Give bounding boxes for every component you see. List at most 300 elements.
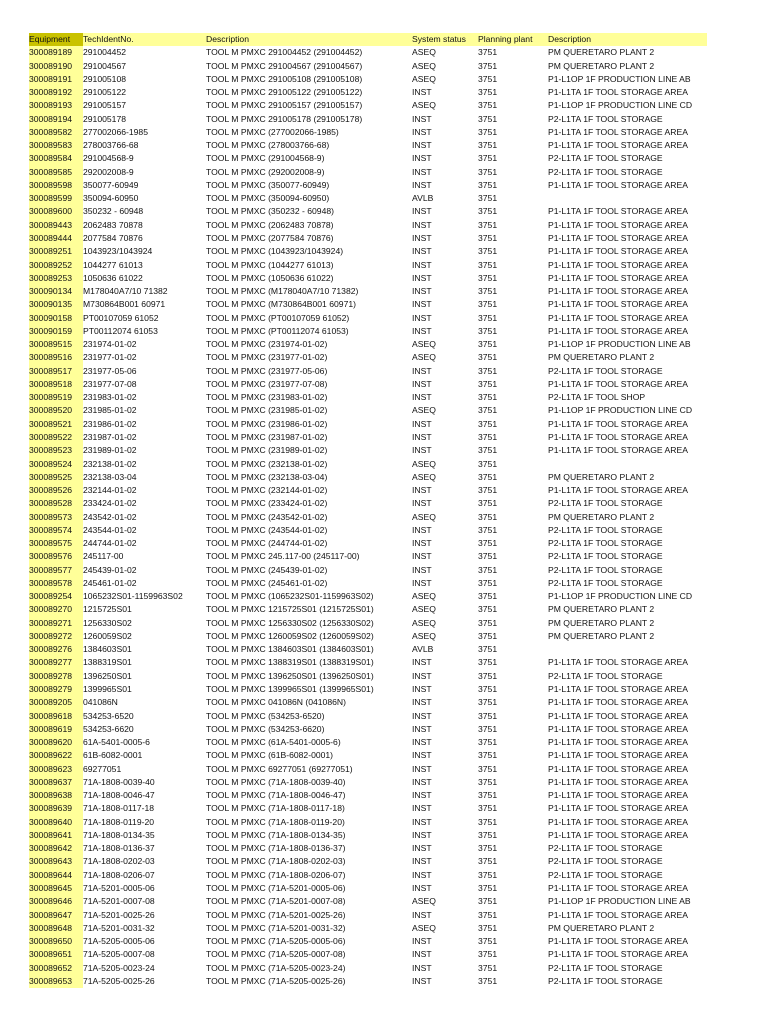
- location-cell[interactable]: P1-L1OP 1F PRODUCTION LINE CD: [548, 405, 693, 416]
- system-status-cell[interactable]: ASEQ: [412, 60, 436, 71]
- description-cell[interactable]: TOOL M PMXC (231983-01-02): [206, 392, 328, 403]
- system-status-cell[interactable]: INST: [412, 392, 432, 403]
- planning-plant-cell[interactable]: 3751: [478, 617, 498, 628]
- planning-plant-cell[interactable]: 3751: [478, 299, 498, 310]
- description-cell[interactable]: TOOL M PMXC (71A-1808-0206-07): [206, 869, 346, 880]
- description-cell[interactable]: TOOL M PMXC 1256330S02 (1256330S02): [206, 617, 374, 628]
- techident-cell[interactable]: 71A-5201-0031-32: [83, 922, 155, 933]
- equipment-cell[interactable]: 300089205: [29, 696, 83, 709]
- equipment-cell[interactable]: 300089639: [29, 802, 83, 815]
- equipment-cell[interactable]: 300089582: [29, 126, 83, 139]
- techident-cell[interactable]: 231987-01-02: [83, 431, 137, 442]
- system-status-cell[interactable]: INST: [412, 803, 432, 814]
- system-status-cell[interactable]: ASEQ: [412, 617, 436, 628]
- location-cell[interactable]: PM QUERETARO PLANT 2: [548, 630, 655, 641]
- techident-cell[interactable]: 1043923/1043924: [83, 246, 153, 257]
- equipment-cell[interactable]: 300089444: [29, 232, 83, 245]
- techident-cell[interactable]: 71A-5201-0005-06: [83, 883, 155, 893]
- techident-cell[interactable]: 041086N: [83, 697, 118, 708]
- techident-cell[interactable]: 231985-01-02: [83, 405, 137, 416]
- location-cell[interactable]: P1-L1TA 1F TOOL STORAGE AREA: [548, 325, 688, 336]
- system-status-cell[interactable]: AVLB: [412, 193, 434, 204]
- planning-plant-cell[interactable]: 3751: [478, 179, 498, 190]
- description-cell[interactable]: TOOL M PMXC 69277051 (69277051): [206, 763, 353, 774]
- location-cell[interactable]: P2-L1TA 1F TOOL STORAGE: [548, 113, 663, 124]
- location-cell[interactable]: P1-L1OP 1F PRODUCTION LINE AB: [548, 339, 691, 350]
- techident-cell[interactable]: 71A-5201-0007-08: [83, 896, 155, 907]
- description-cell[interactable]: TOOL M PMXC (1044277 61013): [206, 259, 334, 270]
- equipment-cell[interactable]: 300089515: [29, 338, 83, 351]
- description-cell[interactable]: TOOL M PMXC (1065232S01-1159963S02): [206, 591, 374, 602]
- planning-plant-cell[interactable]: 3751: [478, 697, 498, 708]
- location-cell[interactable]: P1-L1TA 1F TOOL STORAGE AREA: [548, 936, 688, 947]
- planning-plant-cell[interactable]: 3751: [478, 591, 498, 602]
- system-status-cell[interactable]: ASEQ: [412, 604, 436, 615]
- system-status-cell[interactable]: ASEQ: [412, 100, 436, 111]
- description-cell[interactable]: TOOL M PMXC (231987-01-02): [206, 431, 328, 442]
- location-cell[interactable]: P1-L1OP 1F PRODUCTION LINE CD: [548, 591, 693, 602]
- description-cell[interactable]: TOOL M PMXC (231985-01-02): [206, 405, 328, 416]
- system-status-cell[interactable]: ASEQ: [412, 896, 436, 907]
- location-cell[interactable]: P2-L1TA 1F TOOL STORAGE: [548, 577, 663, 588]
- planning-plant-cell[interactable]: 3751: [478, 392, 498, 403]
- location-cell[interactable]: P1-L1TA 1F TOOL STORAGE AREA: [548, 206, 688, 217]
- location-cell[interactable]: P2-L1TA 1F TOOL STORAGE: [548, 564, 663, 575]
- techident-cell[interactable]: 291004567: [83, 60, 127, 71]
- equipment-cell[interactable]: 300089599: [29, 192, 83, 205]
- techident-cell[interactable]: 1399965S01: [83, 684, 132, 695]
- planning-plant-cell[interactable]: 3751: [478, 564, 498, 575]
- techident-cell[interactable]: 231986-01-02: [83, 418, 137, 429]
- system-status-cell[interactable]: INST: [412, 299, 432, 310]
- location-cell[interactable]: P1-L1TA 1F TOOL STORAGE AREA: [548, 737, 688, 748]
- location-cell[interactable]: PM QUERETARO PLANT 2: [548, 60, 655, 71]
- location-cell[interactable]: P2-L1TA 1F TOOL SHOP: [548, 392, 646, 403]
- planning-plant-cell[interactable]: 3751: [478, 803, 498, 814]
- techident-cell[interactable]: 231977-05-06: [83, 365, 137, 376]
- description-cell[interactable]: TOOL M PMXC (292002008-9): [206, 166, 325, 177]
- techident-cell[interactable]: M730864B001 60971: [83, 299, 166, 310]
- description-cell[interactable]: TOOL M PMXC (71A-5205-0005-06): [206, 936, 346, 947]
- planning-plant-cell[interactable]: 3751: [478, 219, 498, 230]
- location-cell[interactable]: P1-L1TA 1F TOOL STORAGE AREA: [548, 750, 688, 761]
- location-cell[interactable]: P1-L1TA 1F TOOL STORAGE AREA: [548, 431, 688, 442]
- equipment-cell[interactable]: 300089191: [29, 73, 83, 86]
- system-status-cell[interactable]: ASEQ: [412, 352, 436, 363]
- planning-plant-cell[interactable]: 3751: [478, 524, 498, 535]
- equipment-cell[interactable]: 300089638: [29, 789, 83, 802]
- equipment-cell[interactable]: 300089194: [29, 113, 83, 126]
- location-cell[interactable]: P1-L1TA 1F TOOL STORAGE AREA: [548, 246, 688, 257]
- system-status-cell[interactable]: ASEQ: [412, 458, 436, 469]
- system-status-cell[interactable]: ASEQ: [412, 47, 436, 58]
- location-cell[interactable]: P1-L1TA 1F TOOL STORAGE AREA: [548, 697, 688, 708]
- equipment-cell[interactable]: 300089644: [29, 869, 83, 882]
- planning-plant-cell[interactable]: 3751: [478, 458, 498, 469]
- techident-cell[interactable]: 1065232S01-1159963S02: [83, 591, 183, 602]
- planning-plant-cell[interactable]: 3751: [478, 126, 498, 137]
- system-status-cell[interactable]: INST: [412, 763, 432, 774]
- location-cell[interactable]: [548, 458, 707, 471]
- equipment-cell[interactable]: 300089643: [29, 855, 83, 868]
- equipment-cell[interactable]: 300089620: [29, 736, 83, 749]
- planning-plant-cell[interactable]: 3751: [478, 896, 498, 907]
- description-cell[interactable]: TOOL M PMXC (245439-01-02): [206, 564, 328, 575]
- description-cell[interactable]: TOOL M PMXC 1384603S01 (1384603S01): [206, 644, 374, 655]
- description-cell[interactable]: TOOL M PMXC (243542-01-02): [206, 511, 328, 522]
- techident-cell[interactable]: PT00107059 61052: [83, 312, 159, 323]
- equipment-cell[interactable]: 300089192: [29, 86, 83, 99]
- location-cell[interactable]: P1-L1TA 1F TOOL STORAGE AREA: [548, 657, 688, 668]
- system-status-cell[interactable]: AVLB: [412, 644, 434, 655]
- description-cell[interactable]: TOOL M PMXC (243544-01-02): [206, 524, 328, 535]
- system-status-cell[interactable]: ASEQ: [412, 922, 436, 933]
- system-status-cell[interactable]: INST: [412, 325, 432, 336]
- location-cell[interactable]: P2-L1TA 1F TOOL STORAGE: [548, 166, 663, 177]
- planning-plant-cell[interactable]: 3751: [478, 790, 498, 801]
- system-status-cell[interactable]: INST: [412, 418, 432, 429]
- planning-plant-cell[interactable]: 3751: [478, 87, 498, 98]
- system-status-cell[interactable]: INST: [412, 286, 432, 297]
- techident-cell[interactable]: 231977-01-02: [83, 352, 137, 363]
- equipment-cell[interactable]: 300089252: [29, 259, 83, 272]
- system-status-cell[interactable]: INST: [412, 723, 432, 734]
- equipment-cell[interactable]: 300089270: [29, 603, 83, 616]
- system-status-cell[interactable]: INST: [412, 737, 432, 748]
- location-cell[interactable]: P1-L1TA 1F TOOL STORAGE AREA: [548, 485, 688, 496]
- location-cell[interactable]: P2-L1TA 1F TOOL STORAGE: [548, 843, 663, 854]
- location-cell[interactable]: PM QUERETARO PLANT 2: [548, 471, 655, 482]
- equipment-cell[interactable]: 300089271: [29, 617, 83, 630]
- description-cell[interactable]: TOOL M PMXC (71A-1808-0136-37): [206, 843, 346, 854]
- equipment-cell[interactable]: 300089520: [29, 404, 83, 417]
- description-cell[interactable]: TOOL M PMXC (231974-01-02): [206, 339, 328, 350]
- planning-plant-cell[interactable]: 3751: [478, 511, 498, 522]
- location-cell[interactable]: P2-L1TA 1F TOOL STORAGE: [548, 670, 663, 681]
- description-cell[interactable]: TOOL M PMXC (71A-1808-0134-35): [206, 829, 346, 840]
- description-cell[interactable]: TOOL M PMXC (350232 - 60948): [206, 206, 335, 217]
- equipment-cell[interactable]: 300089277: [29, 656, 83, 669]
- location-cell[interactable]: PM QUERETARO PLANT 2: [548, 922, 655, 933]
- equipment-cell[interactable]: 300089648: [29, 922, 83, 935]
- system-status-cell[interactable]: INST: [412, 312, 432, 323]
- techident-cell[interactable]: 278003766-68: [83, 140, 139, 151]
- planning-plant-cell[interactable]: 3751: [478, 670, 498, 681]
- location-cell[interactable]: P1-L1TA 1F TOOL STORAGE AREA: [548, 445, 688, 456]
- techident-cell[interactable]: 1260059S02: [83, 630, 132, 641]
- location-cell[interactable]: P2-L1TA 1F TOOL STORAGE: [548, 869, 663, 880]
- header-cell-planning-plant[interactable]: Planning plant: [478, 34, 533, 44]
- equipment-cell[interactable]: 300089623: [29, 763, 83, 776]
- equipment-cell[interactable]: 300089573: [29, 511, 83, 524]
- techident-cell[interactable]: 350077-60949: [83, 179, 139, 190]
- system-status-cell[interactable]: INST: [412, 179, 432, 190]
- system-status-cell[interactable]: INST: [412, 670, 432, 681]
- location-cell[interactable]: [548, 192, 707, 205]
- equipment-cell[interactable]: 300090158: [29, 312, 83, 325]
- techident-cell[interactable]: 2062483 70878: [83, 219, 143, 230]
- techident-cell[interactable]: 291005122: [83, 87, 127, 98]
- description-cell[interactable]: TOOL M PMXC (278003766-68): [206, 140, 330, 151]
- location-cell[interactable]: P1-L1TA 1F TOOL STORAGE AREA: [548, 684, 688, 695]
- techident-cell[interactable]: 1044277 61013: [83, 259, 143, 270]
- system-status-cell[interactable]: INST: [412, 272, 432, 283]
- planning-plant-cell[interactable]: 3751: [478, 843, 498, 854]
- planning-plant-cell[interactable]: 3751: [478, 538, 498, 549]
- techident-cell[interactable]: 71A-1808-0206-07: [83, 869, 155, 880]
- description-cell[interactable]: TOOL M PMXC (PT00112074 61053): [206, 325, 349, 336]
- description-cell[interactable]: TOOL M PMXC (71A-5205-0025-26): [206, 975, 346, 986]
- equipment-cell[interactable]: 300089518: [29, 378, 83, 391]
- description-cell[interactable]: TOOL M PMXC (71A-5201-0007-08): [206, 896, 346, 907]
- equipment-cell[interactable]: 300089526: [29, 484, 83, 497]
- description-cell[interactable]: TOOL M PMXC (350077-60949): [206, 179, 330, 190]
- system-status-cell[interactable]: INST: [412, 485, 432, 496]
- location-cell[interactable]: P2-L1TA 1F TOOL STORAGE: [548, 153, 663, 164]
- equipment-cell[interactable]: 300090159: [29, 325, 83, 338]
- system-status-cell[interactable]: ASEQ: [412, 471, 436, 482]
- system-status-cell[interactable]: INST: [412, 684, 432, 695]
- planning-plant-cell[interactable]: 3751: [478, 750, 498, 761]
- description-cell[interactable]: TOOL M PMXC (277002066-1985): [206, 126, 339, 137]
- planning-plant-cell[interactable]: 3751: [478, 962, 498, 973]
- planning-plant-cell[interactable]: 3751: [478, 193, 498, 204]
- system-status-cell[interactable]: ASEQ: [412, 591, 436, 602]
- equipment-cell[interactable]: 300089189: [29, 46, 83, 59]
- system-status-cell[interactable]: INST: [412, 975, 432, 986]
- equipment-cell[interactable]: 300089279: [29, 683, 83, 696]
- planning-plant-cell[interactable]: 3751: [478, 60, 498, 71]
- system-status-cell[interactable]: INST: [412, 140, 432, 151]
- equipment-cell[interactable]: 300089584: [29, 152, 83, 165]
- description-cell[interactable]: TOOL M PMXC (71A-1808-0046-47): [206, 790, 346, 801]
- location-cell[interactable]: PM QUERETARO PLANT 2: [548, 352, 655, 363]
- location-cell[interactable]: P2-L1TA 1F TOOL STORAGE: [548, 551, 663, 562]
- techident-cell[interactable]: 71A-5205-0007-08: [83, 949, 155, 960]
- location-cell[interactable]: P1-L1TA 1F TOOL STORAGE AREA: [548, 286, 688, 297]
- location-cell[interactable]: P2-L1TA 1F TOOL STORAGE: [548, 856, 663, 867]
- techident-cell[interactable]: 291005178: [83, 113, 127, 124]
- techident-cell[interactable]: 71A-5205-0005-06: [83, 936, 155, 947]
- planning-plant-cell[interactable]: 3751: [478, 816, 498, 827]
- location-cell[interactable]: P2-L1TA 1F TOOL STORAGE: [548, 538, 663, 549]
- planning-plant-cell[interactable]: 3751: [478, 325, 498, 336]
- system-status-cell[interactable]: ASEQ: [412, 73, 436, 84]
- description-cell[interactable]: TOOL M PMXC (2077584 70876): [206, 232, 334, 243]
- location-cell[interactable]: P1-L1TA 1F TOOL STORAGE AREA: [548, 816, 688, 827]
- planning-plant-cell[interactable]: 3751: [478, 272, 498, 283]
- techident-cell[interactable]: 61A-5401-0005-6: [83, 737, 150, 748]
- description-cell[interactable]: TOOL M PMXC 041086N (041086N): [206, 697, 346, 708]
- techident-cell[interactable]: 71A-1808-0119-20: [83, 816, 155, 827]
- description-cell[interactable]: TOOL M PMXC (M730864B001 60971): [206, 299, 356, 310]
- location-cell[interactable]: P1-L1TA 1F TOOL STORAGE AREA: [548, 219, 688, 230]
- planning-plant-cell[interactable]: 3751: [478, 153, 498, 164]
- equipment-cell[interactable]: 300089253: [29, 272, 83, 285]
- techident-cell[interactable]: 350232 - 60948: [83, 206, 144, 217]
- equipment-cell[interactable]: 300089254: [29, 590, 83, 603]
- techident-cell[interactable]: 1050636 61022: [83, 272, 143, 283]
- techident-cell[interactable]: 71A-1808-0136-37: [83, 843, 155, 854]
- planning-plant-cell[interactable]: 3751: [478, 232, 498, 243]
- techident-cell[interactable]: 233424-01-02: [83, 498, 137, 509]
- system-status-cell[interactable]: INST: [412, 949, 432, 960]
- description-cell[interactable]: TOOL M PMXC (M178040A7/10 71382): [206, 286, 359, 297]
- description-cell[interactable]: TOOL M PMXC 291005108 (291005108): [206, 73, 363, 84]
- planning-plant-cell[interactable]: 3751: [478, 246, 498, 257]
- planning-plant-cell[interactable]: 3751: [478, 936, 498, 947]
- description-cell[interactable]: TOOL M PMXC (233424-01-02): [206, 498, 328, 509]
- system-status-cell[interactable]: INST: [412, 166, 432, 177]
- planning-plant-cell[interactable]: 3751: [478, 763, 498, 774]
- equipment-cell[interactable]: 300089583: [29, 139, 83, 152]
- location-cell[interactable]: P1-L1TA 1F TOOL STORAGE AREA: [548, 179, 688, 190]
- techident-cell[interactable]: 71A-1808-0117-18: [83, 803, 155, 814]
- techident-cell[interactable]: PT00112074 61053: [83, 325, 158, 336]
- description-cell[interactable]: TOOL M PMXC (1043923/1043924): [206, 246, 344, 257]
- techident-cell[interactable]: 231977-07-08: [83, 378, 137, 389]
- location-cell[interactable]: P2-L1TA 1F TOOL STORAGE: [548, 365, 663, 376]
- techident-cell[interactable]: 243544-01-02: [83, 524, 137, 535]
- techident-cell[interactable]: 71A-5205-0025-26: [83, 975, 155, 986]
- location-cell[interactable]: P1-L1TA 1F TOOL STORAGE AREA: [548, 232, 688, 243]
- techident-cell[interactable]: 71A-1808-0202-03: [83, 856, 155, 867]
- techident-cell[interactable]: 243542-01-02: [83, 511, 137, 522]
- system-status-cell[interactable]: INST: [412, 524, 432, 535]
- location-cell[interactable]: P1-L1TA 1F TOOL STORAGE AREA: [548, 140, 688, 151]
- planning-plant-cell[interactable]: 3751: [478, 471, 498, 482]
- description-cell[interactable]: TOOL M PMXC (232144-01-02): [206, 485, 328, 496]
- planning-plant-cell[interactable]: 3751: [478, 445, 498, 456]
- techident-cell[interactable]: 277002066-1985: [83, 126, 148, 137]
- description-cell[interactable]: TOOL M PMXC (350094-60950): [206, 193, 330, 204]
- planning-plant-cell[interactable]: 3751: [478, 737, 498, 748]
- techident-cell[interactable]: 534253-6520: [83, 710, 134, 721]
- equipment-cell[interactable]: 300089585: [29, 166, 83, 179]
- location-cell[interactable]: P1-L1TA 1F TOOL STORAGE AREA: [548, 790, 688, 801]
- equipment-cell[interactable]: 300089272: [29, 630, 83, 643]
- system-status-cell[interactable]: INST: [412, 126, 432, 137]
- description-cell[interactable]: TOOL M PMXC (71A-5201-0025-26): [206, 909, 346, 920]
- equipment-cell[interactable]: 300089574: [29, 524, 83, 537]
- location-cell[interactable]: P1-L1TA 1F TOOL STORAGE AREA: [548, 909, 688, 920]
- description-cell[interactable]: TOOL M PMXC (71A-5201-0005-06): [206, 883, 346, 893]
- techident-cell[interactable]: 232138-03-04: [83, 471, 137, 482]
- description-cell[interactable]: TOOL M PMXC 1396250S01 (1396250S01): [206, 670, 374, 681]
- equipment-cell[interactable]: 300089190: [29, 60, 83, 73]
- location-cell[interactable]: P2-L1TA 1F TOOL STORAGE: [548, 975, 663, 986]
- location-cell[interactable]: PM QUERETARO PLANT 2: [548, 617, 655, 628]
- system-status-cell[interactable]: INST: [412, 431, 432, 442]
- planning-plant-cell[interactable]: 3751: [478, 259, 498, 270]
- equipment-cell[interactable]: 300089517: [29, 365, 83, 378]
- description-cell[interactable]: TOOL M PMXC 1215725S01 (1215725S01): [206, 604, 374, 615]
- header-cell-description[interactable]: Description: [206, 34, 249, 44]
- description-cell[interactable]: TOOL M PMXC (71A-1808-0202-03): [206, 856, 346, 867]
- system-status-cell[interactable]: INST: [412, 113, 432, 124]
- equipment-cell[interactable]: 300089251: [29, 245, 83, 258]
- description-cell[interactable]: TOOL M PMXC (71A-5205-0023-24): [206, 962, 346, 973]
- equipment-cell[interactable]: 300089641: [29, 829, 83, 842]
- location-cell[interactable]: PM QUERETARO PLANT 2: [548, 604, 655, 615]
- description-cell[interactable]: TOOL M PMXC (2062483 70878): [206, 219, 334, 230]
- equipment-cell[interactable]: 300089651: [29, 948, 83, 961]
- techident-cell[interactable]: 291004568-9: [83, 153, 134, 164]
- planning-plant-cell[interactable]: 3751: [478, 140, 498, 151]
- equipment-cell[interactable]: 300089576: [29, 550, 83, 563]
- techident-cell[interactable]: 244744-01-02: [83, 538, 137, 549]
- location-cell[interactable]: [548, 643, 707, 656]
- system-status-cell[interactable]: INST: [412, 816, 432, 827]
- equipment-cell[interactable]: 300089524: [29, 458, 83, 471]
- techident-cell[interactable]: 232144-01-02: [83, 485, 137, 496]
- techident-cell[interactable]: 291004452: [83, 47, 127, 58]
- techident-cell[interactable]: 71A-5201-0025-26: [83, 909, 155, 920]
- techident-cell[interactable]: 292002008-9: [83, 166, 134, 177]
- description-cell[interactable]: TOOL M PMXC (231977-05-06): [206, 365, 328, 376]
- location-cell[interactable]: P1-L1OP 1F PRODUCTION LINE AB: [548, 896, 691, 907]
- system-status-cell[interactable]: ASEQ: [412, 630, 436, 641]
- equipment-cell[interactable]: 300089600: [29, 205, 83, 218]
- location-cell[interactable]: P1-L1TA 1F TOOL STORAGE AREA: [548, 299, 688, 310]
- planning-plant-cell[interactable]: 3751: [478, 100, 498, 111]
- planning-plant-cell[interactable]: 3751: [478, 644, 498, 655]
- equipment-cell[interactable]: 300089521: [29, 418, 83, 431]
- system-status-cell[interactable]: INST: [412, 657, 432, 668]
- system-status-cell[interactable]: INST: [412, 856, 432, 867]
- system-status-cell[interactable]: INST: [412, 365, 432, 376]
- location-cell[interactable]: P2-L1TA 1F TOOL STORAGE: [548, 962, 663, 973]
- techident-cell[interactable]: 231983-01-02: [83, 392, 137, 403]
- planning-plant-cell[interactable]: 3751: [478, 365, 498, 376]
- location-cell[interactable]: P1-L1TA 1F TOOL STORAGE AREA: [548, 312, 688, 323]
- description-cell[interactable]: TOOL M PMXC (534253-6520): [206, 710, 325, 721]
- system-status-cell[interactable]: INST: [412, 776, 432, 787]
- description-cell[interactable]: TOOL M PMXC (231977-07-08): [206, 378, 328, 389]
- techident-cell[interactable]: 71A-1808-0046-47: [83, 790, 155, 801]
- system-status-cell[interactable]: ASEQ: [412, 339, 436, 350]
- description-cell[interactable]: TOOL M PMXC (61A-5401-0005-6): [206, 737, 341, 748]
- equipment-cell[interactable]: 300089653: [29, 975, 83, 988]
- planning-plant-cell[interactable]: 3751: [478, 312, 498, 323]
- planning-plant-cell[interactable]: 3751: [478, 856, 498, 867]
- location-cell[interactable]: P1-L1TA 1F TOOL STORAGE AREA: [548, 710, 688, 721]
- techident-cell[interactable]: M178040A7/10 71382: [83, 286, 168, 297]
- equipment-cell[interactable]: 300089577: [29, 564, 83, 577]
- techident-cell[interactable]: 1388319S01: [83, 657, 132, 668]
- location-cell[interactable]: P1-L1TA 1F TOOL STORAGE AREA: [548, 829, 688, 840]
- techident-cell[interactable]: 69277051: [83, 763, 122, 774]
- planning-plant-cell[interactable]: 3751: [478, 723, 498, 734]
- system-status-cell[interactable]: INST: [412, 87, 432, 98]
- description-cell[interactable]: TOOL M PMXC (71A-1808-0119-20): [206, 816, 345, 827]
- equipment-cell[interactable]: 300089645: [29, 882, 83, 895]
- system-status-cell[interactable]: INST: [412, 883, 432, 893]
- planning-plant-cell[interactable]: 3751: [478, 166, 498, 177]
- system-status-cell[interactable]: INST: [412, 710, 432, 721]
- planning-plant-cell[interactable]: 3751: [478, 498, 498, 509]
- system-status-cell[interactable]: INST: [412, 962, 432, 973]
- planning-plant-cell[interactable]: 3751: [478, 352, 498, 363]
- description-cell[interactable]: TOOL M PMXC (PT00107059 61052): [206, 312, 350, 323]
- location-cell[interactable]: P1-L1TA 1F TOOL STORAGE AREA: [548, 776, 688, 787]
- location-cell[interactable]: P1-L1TA 1F TOOL STORAGE AREA: [548, 803, 688, 814]
- system-status-cell[interactable]: INST: [412, 697, 432, 708]
- description-cell[interactable]: TOOL M PMXC (61B-6082-0001): [206, 750, 334, 761]
- planning-plant-cell[interactable]: 3751: [478, 378, 498, 389]
- equipment-cell[interactable]: 300089622: [29, 749, 83, 762]
- planning-plant-cell[interactable]: 3751: [478, 577, 498, 588]
